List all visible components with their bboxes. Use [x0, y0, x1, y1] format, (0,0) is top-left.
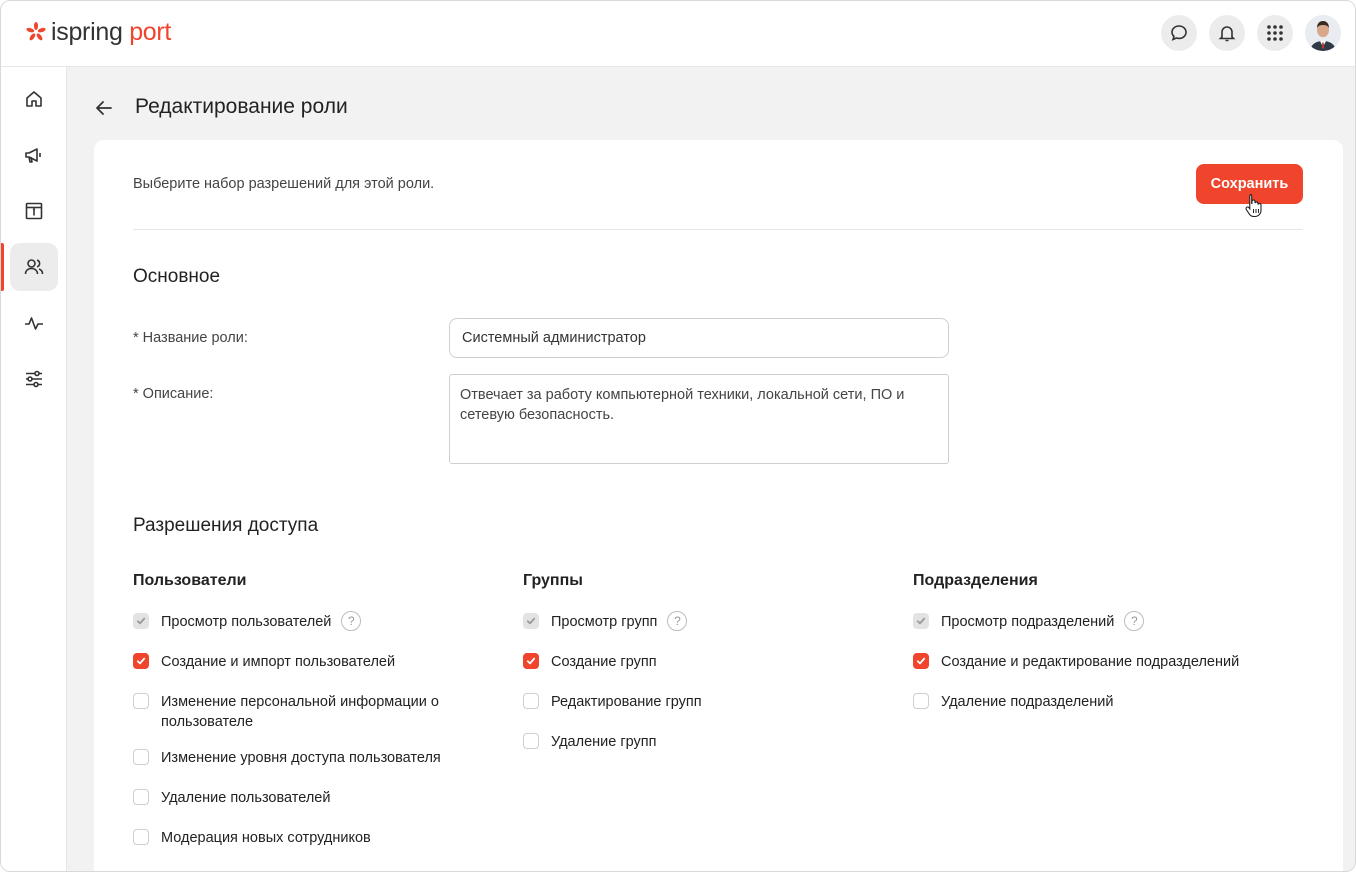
divider	[133, 229, 1303, 230]
check-icon	[916, 616, 926, 626]
permission-item[interactable]	[523, 732, 656, 752]
permission-checkbox	[913, 613, 929, 629]
back-arrow-icon[interactable]	[93, 97, 115, 119]
description-textarea[interactable]	[449, 374, 949, 464]
permission-item[interactable]	[913, 692, 1113, 712]
permission-label: Удаление групп	[551, 734, 657, 750]
permission-item[interactable]	[133, 748, 441, 768]
avatar-image	[1305, 15, 1341, 51]
permission-label: Изменение уровня доступа пользователя	[161, 750, 441, 766]
help-icon[interactable]: ?	[1124, 611, 1144, 631]
megaphone-icon	[23, 144, 45, 166]
apps-button[interactable]	[1257, 15, 1293, 51]
permission-label: Редактирование групп	[551, 694, 702, 710]
check-icon	[526, 656, 536, 666]
description-label: * Описание:	[133, 386, 214, 402]
permission-item[interactable]	[133, 828, 371, 848]
permission-label: Просмотр пользователей	[161, 614, 332, 630]
role-name-label: * Название роли:	[133, 330, 248, 346]
bell-icon	[1217, 23, 1237, 43]
permission-item	[133, 612, 361, 632]
notifications-button[interactable]	[1209, 15, 1245, 51]
active-indicator	[1, 243, 4, 291]
info-calendar-icon	[23, 200, 45, 222]
permission-checkbox[interactable]	[133, 749, 149, 765]
permission-label: Создание и редактирование подразделений	[941, 654, 1240, 670]
permission-column-title: Подразделения	[913, 572, 1038, 589]
user-avatar[interactable]	[1305, 15, 1341, 51]
permission-item[interactable]	[523, 692, 702, 712]
help-icon[interactable]: ?	[341, 611, 361, 631]
permission-checkbox[interactable]	[523, 693, 539, 709]
permission-checkbox[interactable]	[523, 653, 539, 669]
permission-checkbox[interactable]	[133, 693, 149, 709]
permissions-section-title: Разрешения доступа	[133, 515, 319, 536]
permission-checkbox[interactable]	[913, 693, 929, 709]
permission-label: Модерация новых сотрудников	[161, 830, 371, 846]
sidebar-item-users[interactable]	[10, 243, 58, 291]
permission-item	[523, 612, 687, 632]
page-title: Редактирование роли	[135, 95, 348, 118]
permission-checkbox[interactable]	[133, 829, 149, 845]
home-icon	[23, 88, 45, 110]
permission-item[interactable]	[133, 652, 395, 672]
permission-label: Просмотр групп	[551, 614, 658, 630]
sidebar	[1, 67, 67, 871]
role-name-input[interactable]	[449, 318, 949, 358]
sidebar-item-info[interactable]	[10, 187, 58, 235]
logo-mark-icon	[25, 21, 47, 43]
permission-checkbox	[133, 613, 149, 629]
permission-column	[133, 572, 513, 846]
permission-item	[913, 612, 1144, 632]
permission-item[interactable]	[133, 788, 330, 808]
save-button[interactable]: Сохранить	[1196, 164, 1303, 204]
permission-column-title: Группы	[523, 572, 583, 589]
permission-item[interactable]	[913, 652, 1239, 672]
chat-button[interactable]	[1161, 15, 1197, 51]
check-icon	[136, 616, 146, 626]
check-icon	[526, 616, 536, 626]
permission-label: Создание и импорт пользователей	[161, 654, 396, 670]
permission-label: Удаление подразделений	[941, 694, 1114, 710]
sidebar-item-activity[interactable]	[10, 299, 58, 347]
permission-column	[913, 572, 1293, 710]
activity-icon	[23, 312, 45, 334]
intro-text: Выберите набор разрешений для этой роли.	[133, 176, 435, 192]
permission-checkbox[interactable]	[913, 653, 929, 669]
hand-cursor-icon	[1244, 192, 1264, 218]
basic-section-title: Основное	[133, 266, 221, 287]
check-icon	[136, 656, 146, 666]
logo-text: ispring port	[51, 18, 172, 46]
chat-icon	[1169, 23, 1189, 43]
top-bar	[1, 1, 1355, 67]
permission-label: Создание групп	[551, 654, 657, 670]
permission-label: Удаление пользователей	[161, 790, 331, 806]
apps-grid-icon	[1266, 24, 1284, 42]
permission-checkbox[interactable]	[523, 733, 539, 749]
ispring-logo[interactable]	[25, 18, 171, 46]
sidebar-item-news[interactable]	[10, 131, 58, 179]
users-icon	[23, 256, 45, 278]
sidebar-item-home[interactable]	[10, 75, 58, 123]
permission-column	[523, 572, 903, 750]
permission-column-title: Пользователи	[133, 572, 247, 589]
permission-label: Просмотр подразделений	[941, 614, 1115, 630]
check-icon	[916, 656, 926, 666]
permission-item[interactable]	[523, 652, 657, 672]
permission-checkbox	[523, 613, 539, 629]
sidebar-item-settings[interactable]	[10, 355, 58, 403]
permission-checkbox[interactable]	[133, 653, 149, 669]
settings-sliders-icon	[23, 368, 45, 390]
permission-item[interactable]	[133, 692, 471, 732]
help-icon[interactable]: ?	[667, 611, 687, 631]
permission-label: Изменение персональной информации о пользователе	[161, 694, 439, 730]
role-edit-card	[94, 140, 1343, 872]
permission-checkbox[interactable]	[133, 789, 149, 805]
